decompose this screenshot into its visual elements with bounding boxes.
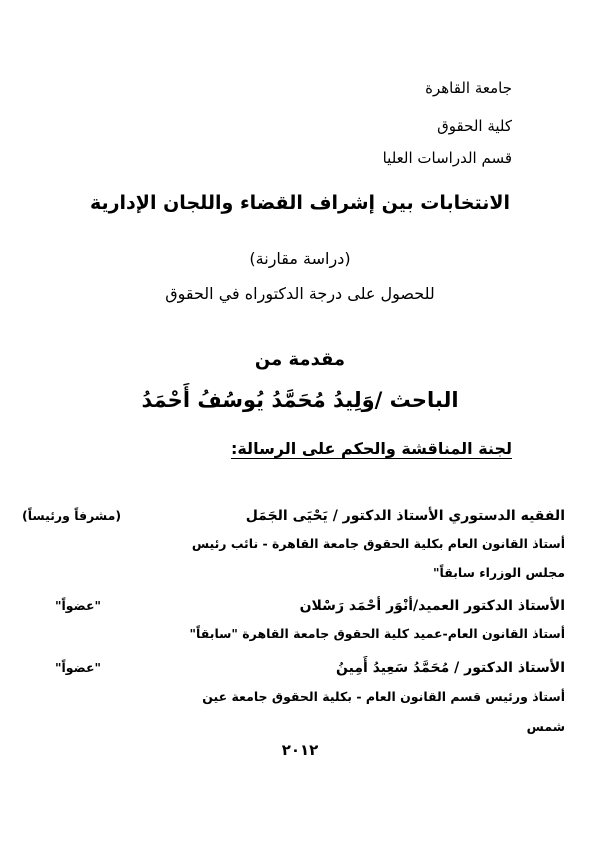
member-name: الفقيه الدستوري الأستاذ الدكتور / يَحْيَى الجَمَل (245, 508, 565, 524)
researcher-name: الباحث /وَلِيدُ مُحَمَّدُ يُوسُفُ أَحْمَدُ (141, 388, 459, 412)
member-name: الأستاذ الدكتور / مُحَمَّدُ سَعِيدُ أَمِينُ (336, 660, 565, 676)
member-role: "عضواً" (55, 660, 102, 675)
member-role: "عضواً" (55, 598, 102, 613)
department-name: قسم الدراسات العليا (382, 149, 512, 167)
faculty-name: كلية الحقوق (437, 117, 512, 135)
degree-statement: للحصول على درجة الدكتوراه في الحقوق (165, 284, 435, 303)
study-type: (دراسة مقارنة) (249, 249, 351, 268)
member-description: أستاذ ورئيس قسم القانون العام - بكلية الحقوق جامعة عين (202, 689, 565, 704)
thesis-title: الانتخابات بين إشراف القضاء واللجان الإدارية (89, 192, 511, 214)
presented-by-label: مقدمة من (254, 349, 346, 370)
member-description: شمس (526, 719, 565, 734)
member-description: أستاذ القانون العام-عميد كلية الحقوق جامعة القاهرة "سابقاً" (189, 626, 565, 641)
member-name: الأستاذ الدكتور العميد/أنْوَر أحْمَد رَسْلان (299, 598, 565, 614)
member-description: أستاذ القانون العام بكلية الحقوق جامعة القاهرة - نائب رئيس (191, 536, 565, 551)
year: ٢٠١٢ (281, 741, 319, 759)
committee-heading: لجنة المناقشة والحكم على الرسالة: (230, 439, 512, 458)
member-role: (مشرفاً ورئيساً) (22, 508, 122, 523)
university-name: جامعة القاهرة (425, 79, 512, 97)
member-description: مجلس الوزراء سابقاً" (433, 565, 565, 580)
